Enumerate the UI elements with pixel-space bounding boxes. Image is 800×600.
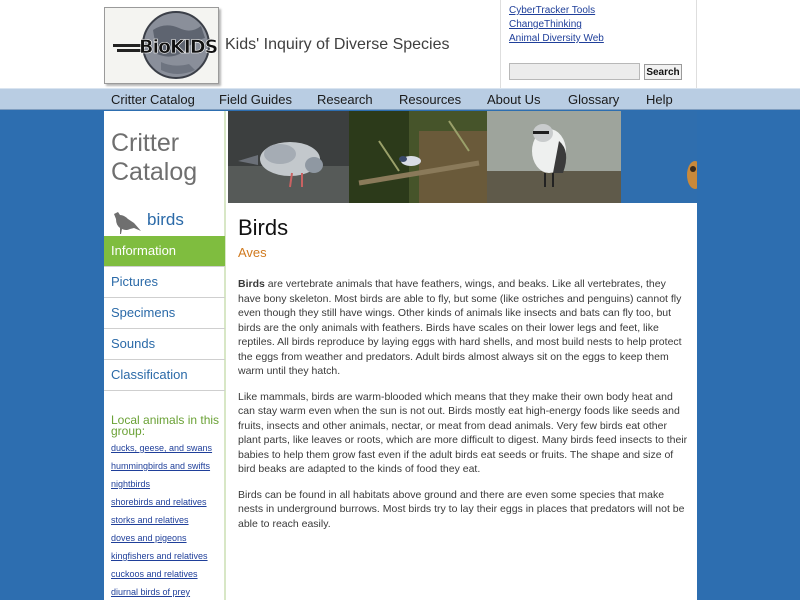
menu-sounds[interactable]: Sounds <box>104 329 225 360</box>
search-button[interactable]: Search <box>644 64 682 80</box>
nav-research[interactable]: Research <box>317 92 373 107</box>
main-nav <box>0 88 800 110</box>
menu-information[interactable]: Information <box>104 236 225 267</box>
local-link-ducks-geese-swans[interactable]: ducks, geese, and swans <box>111 443 213 453</box>
nav-about-us[interactable]: About Us <box>487 92 541 107</box>
body-paragraph-2: Like mammals, birds are warm-blooded which means that they make their own body heat and can stay warm even when the sun is not out. Birds mostly eat high-energy foods like seeds and fruits, insects and other animals, nectar, or meat from dead animals. Very few birds eat other plant parts, like leaves or roots, which are more difficult to digest. Many birds feed insects to their babies to help them grow fast even if the adult birds eat seeds or fruits. The shape and size of bird beaks are adapted to the kinds of food they eat. <box>238 390 688 475</box>
nav-field-guides[interactable]: Field Guides <box>219 92 292 107</box>
local-link-nightbirds[interactable]: nightbirds <box>111 479 151 489</box>
bird-photo-partial <box>621 111 697 203</box>
site-title: Kids' Inquiry of Diverse Species <box>225 36 450 53</box>
utility-links-panel <box>500 0 697 88</box>
intro-bold-term: Birds <box>238 278 265 290</box>
nav-help[interactable]: Help <box>646 92 673 107</box>
menu-pictures[interactable]: Pictures <box>104 267 225 298</box>
section-title-line1: Critter <box>111 129 180 157</box>
local-link-storks[interactable]: storks and relatives <box>111 515 189 525</box>
local-link-hummingbirds-swifts[interactable]: hummingbirds and swifts <box>111 461 211 471</box>
group-name: birds <box>147 210 184 229</box>
pigeon-photo <box>228 111 349 203</box>
intro-paragraph <box>238 277 688 379</box>
main-container <box>104 111 697 600</box>
scientific-name: Aves <box>238 245 267 260</box>
site-header <box>0 0 800 88</box>
page-title: Birds <box>238 215 289 240</box>
nav-glossary[interactable]: Glossary <box>568 92 620 107</box>
intro-text: are vertebrate animals that have feathers, wings, and beaks. Like all vertebrates, they have bony skeleton. Most birds are able to fly, but some (like ostriches and penguins) cannot fly even though they still have wings. Other kinds of animals like insects and bats can fly too, but birds are the only animals with feathers. Birds have scales on their lower legs and feet, like reptiles. All birds reproduce by laying eggs with hard shells, and most build nests to help protect the eggs from weather and predators. Adult birds almost always sit on the eggs to keep them warm until they hatch. <box>238 278 682 377</box>
body-paragraph-3: Birds can be found in all habitats above ground and there are even some species that make nests in underground burrows. Most birds try to lay their eggs in places that predators will not be able to reach easily. <box>238 488 685 530</box>
local-link-shorebirds[interactable]: shorebirds and relatives <box>111 497 207 507</box>
local-link-doves-pigeons[interactable]: doves and pigeons <box>111 533 187 543</box>
section-title-line2: Catalog <box>111 158 198 186</box>
biokids-logo[interactable] <box>104 7 219 84</box>
local-link-kingfishers[interactable]: kingfishers and relatives <box>111 551 208 561</box>
sidebar <box>104 111 226 600</box>
biokids-logo-graphic <box>105 8 220 85</box>
local-link-diurnal-birds-of-prey[interactable]: diurnal birds of prey <box>111 587 191 597</box>
bird-photo-strip <box>228 111 697 203</box>
link-changethinking[interactable]: ChangeThinking <box>509 19 582 30</box>
local-animals-heading: Local animals in this group: <box>111 413 220 438</box>
shrike-photo <box>487 111 621 203</box>
section-title <box>111 129 197 187</box>
bird-silhouette-icon <box>112 211 142 235</box>
local-link-cuckoos[interactable]: cuckoos and relatives <box>111 569 198 579</box>
menu-classification[interactable]: Classification <box>104 360 225 391</box>
logo-text: BioKIDS <box>139 36 218 58</box>
link-animal-diversity-web[interactable]: Animal Diversity Web <box>509 33 604 44</box>
nav-critter-catalog[interactable]: Critter Catalog <box>111 92 195 107</box>
search-input[interactable] <box>509 63 640 80</box>
nav-resources[interactable]: Resources <box>399 92 462 107</box>
small-bird-on-branch-photo <box>349 111 487 203</box>
menu-specimens[interactable]: Specimens <box>104 298 225 329</box>
link-cybertracker-tools[interactable]: CyberTracker Tools <box>509 5 596 16</box>
main-content <box>238 215 688 531</box>
